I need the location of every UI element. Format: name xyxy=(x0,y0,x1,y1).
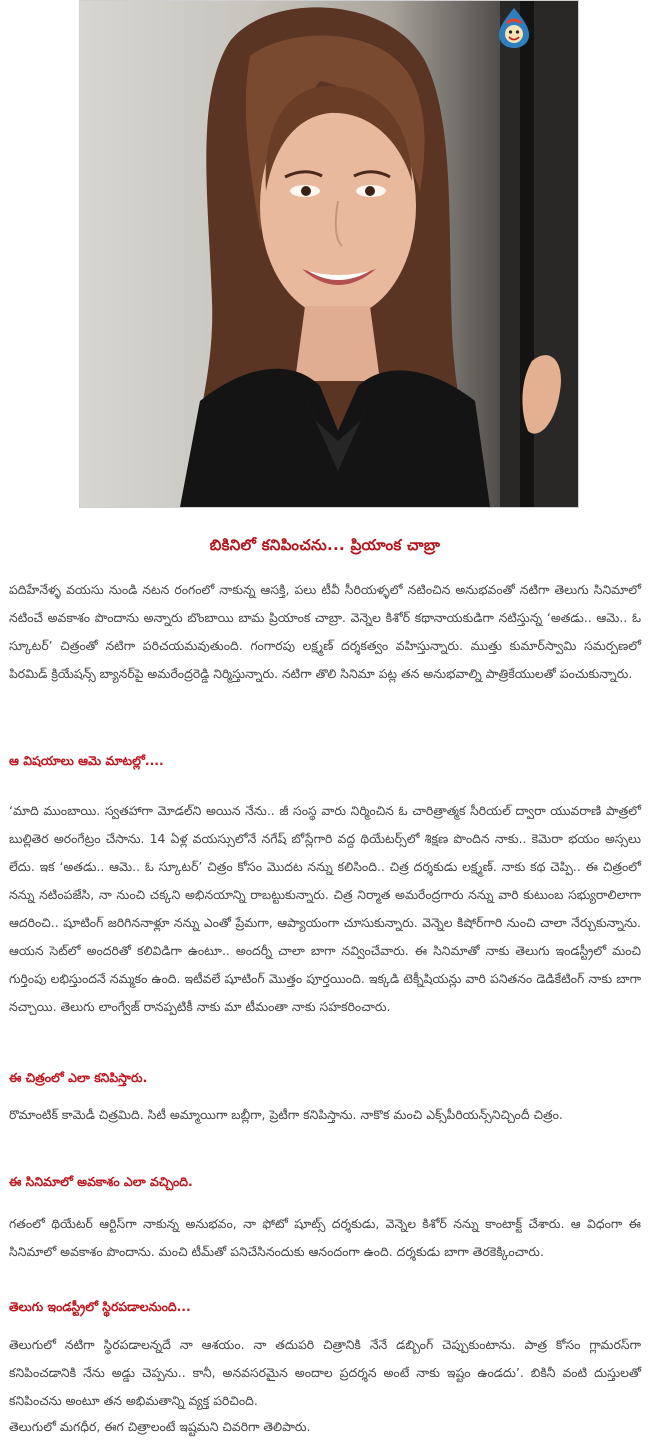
closing-paragraph: తెలుగులో మగధీర, ఈగ చిత్రాలంటే ఇష్టమని చివరిగా తెలిపారు. xyxy=(9,1419,311,1434)
section-body: గతంలో థియేటర్ ఆర్టిస్‌గా నాకున్న అనుభవం, నా ఫోటో షూట్స్ దర్శకుడు, వెన్నెల కిశోర్ నన్ను కాంటాక్ట్ చేశారు. ఆ విధంగా ఈ సినిమాలో అవకాశం పొందాను. మంచి టీమ్‌తో పనిచేసినందుకు ఆనందంగా ఉంది. దర్శకుడు బాగా తెరకెక్కించారు. xyxy=(9,1216,641,1259)
article-photo xyxy=(79,0,579,508)
section-heading: ఈ సినిమాలో అవకాశం ఎలా వచ్చింది. xyxy=(9,1174,193,1189)
section-heading: ఆ విషయాలు ఆమె మాటల్లో.... xyxy=(9,753,164,768)
intro-paragraph: పదిహేనేళ్ళ వయసు నుండి నటన రంగంలో నాకున్న ఆసక్తి, పలు టీవీ సీరియళ్ళలో నటించిన అనుభవంతో నటిగా తెలుగు సినిమాలో నటించే అవకాశం పొందాను అన్నారు బొంబాయి బామ ప్రియాంక చాబ్రా. వెన్నెల కిశోర్ కథానాయకుడిగా నటిస్తున్న ‘అతడు.. ఆమె.. ఓ స్కూటర్’ చిత్రంతో నటిగా పరిచయమవుతుంది. గంగారపు లక్ష్మణ్ దర్శకత్వం వహిస్తున్నారు. ముత్తు కుమార్‌స్వామి సమర్పణలో పిరమిడ్ క్రియేషన్స్ బ్యానర్‌పై అమరేంద్రరెడ్డి నిర్మిస్తున్నారు. నటిగా తొలి సినిమా పట్ల తన అనుభవాల్ని పాత్రికేయులతో పంచుకున్నారు. xyxy=(9,582,641,681)
section-heading: ఈ చిత్రంలో ఎలా కనిపిస్తారు. xyxy=(9,1070,148,1085)
section-body: ‘మాది ముంబాయి. స్వతహాగా మోడల్‌ని అయిన నేను.. జీ సంస్థ వారు నిర్మించిన ఓ చారిత్రాత్మక సీరియల్ ద్వారా యువరాణి పాత్రలో బుల్లితెర అరంగేట్రం చేసాను. 14 ఏళ్ల వయస్సులోనే నగేష్ బోస్లేగారి వద్ద థియేటర్స్‌లో శిక్షణ పొందిన నాకు.. కెమెరా భయం అస్సలు లేదు. ఇక ‘అతడు.. ఆమె.. ఓ స్కూటర్’ చిత్రం కోసం మొదట నన్ను కలిసింది.. చిత్ర దర్శకుడు లక్ష్మణ్. నాకు కథ చెప్పి.. ఈ చిత్రంలో నన్ను నటింపజేసి, నా నుంచి చక్కని అభినయాన్ని రాబట్టుకున్నారు. చిత్ర నిర్మాత అమరేంద్రగారు నన్ను వారి కుటుంబ సభ్యురాలిలాగా ఆదరించి.. షూటింగ్ జరిగిననాళ్లూ నన్ను ఎంతో ప్రేమగా, ఆప్యాయంగా చూసుకున్నారు. వెన్నెల కిషోర్‌గారి నుంచి చాలా నేర్చుకున్నాను. ఆయన సెట్‌లో అందరితో కలివిడిగా ఉంటూ.. అందర్నీ చాలా బాగా నవ్వించేవారు. ఈ సినిమాతో నాకు తెలుగు ఇండస్ట్రీలో మంచి గుర్తింపు లభిస్తుందనే నమ్మకం ఉంది. ఇటీవలే షూటింగ్ మొత్తం పూర్తయింది. ఇక్కడి టెక్నీషియన్లు వారి పనితనం డెడికేటింగ్ నాకు బాగా నచ్చాయి. తెలుగు లాంగ్వేజ్ రానప్పటికీ నాకు మా టీమంతా నాకు సహకరించారు. xyxy=(9,803,641,1014)
site-logo xyxy=(497,7,531,49)
section-body: రొమాంటిక్ కామెడీ చిత్రమిది. సిటీ అమ్మాయిగా బబ్లీగా, ప్రెటీగా కనిపిస్తాను. నాకొక మంచి ఎక్స్‌పీరియన్స్‌నిచ్చిందీ చిత్రం. xyxy=(9,1107,563,1122)
article-headline: బికినిలో కనిపించను... ప్రియాంక చాబ్రా xyxy=(209,536,441,554)
section-body: తెలుగులో నటిగా స్థిరపడాలన్నదే నా ఆశయం. నా తదుపరి చిత్రానికి నేనే డబ్బింగ్ చెప్పుకుంటాను. పాత్ర కోసం గ్లామరస్‌గా కనిపించడానికి నేను అడ్డు చెప్పను.. కానీ, అనవసరమైన అందాల ప్రదర్శన అంటే నాకు ఇష్టం ఉండదు’. బికినీ వంటి దుస్తులతో కనిపించను అంటూ తన అభిమతాన్ని వ్యక్త పరిచింది. xyxy=(9,1337,641,1408)
section-heading: తెలుగు ఇండస్ట్రీలో స్థిరపడాలనుంది... xyxy=(9,1299,191,1314)
